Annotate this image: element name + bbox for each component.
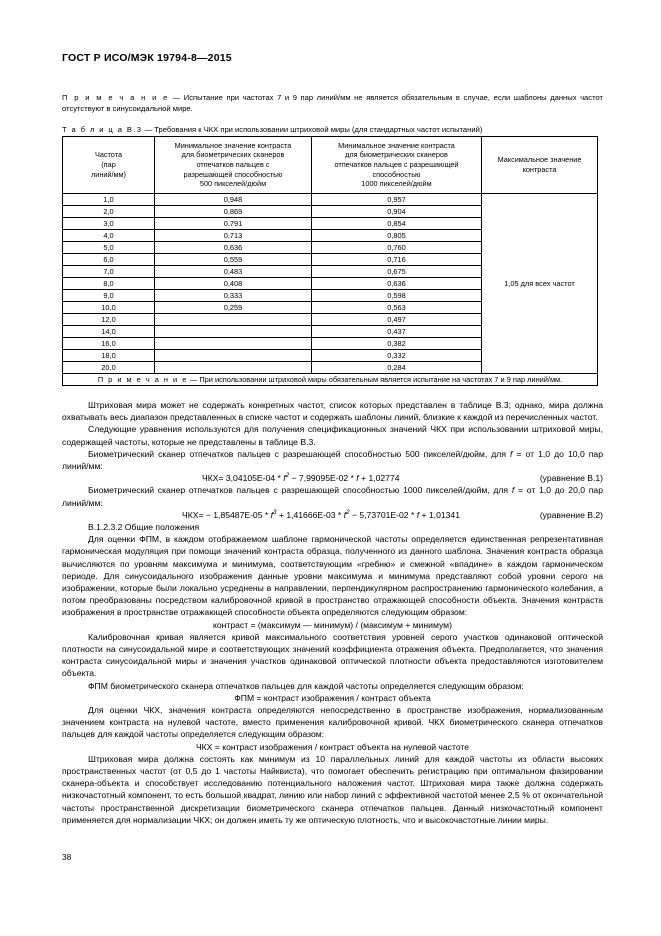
cell-contrast-1000: 0,760	[312, 241, 482, 253]
cell-contrast-500: 0,333	[155, 289, 312, 301]
cell-contrast-500	[155, 361, 312, 373]
cell-contrast-1000: 0,284	[312, 361, 482, 373]
header-line: контраста	[522, 164, 557, 174]
equation-b2-label: (уравнение В.2)	[539, 509, 603, 520]
table-footnote	[63, 373, 598, 385]
col-header-frequency	[63, 136, 155, 193]
header-line: Минимальное значение контраста	[338, 140, 455, 150]
cell-contrast-1000: 0,332	[312, 349, 482, 361]
table-footnote-row	[63, 373, 598, 385]
cell-frequency: 3,0	[63, 217, 155, 229]
table-body	[63, 193, 598, 385]
table-caption-dash: —	[144, 124, 153, 134]
table-caption-label: Т а б л и ц а В.3	[62, 124, 143, 134]
cell-contrast-500	[155, 313, 312, 325]
header-line: 500 пикселей/дюйм	[199, 179, 267, 189]
header-line: 1000 пикселей/дюйм	[361, 179, 432, 189]
cell-contrast-500: 0,713	[155, 229, 312, 241]
page-content	[62, 52, 603, 826]
cell-frequency: 6,0	[63, 253, 155, 265]
header-line: отпечатков пальцев с	[196, 160, 270, 170]
section-heading: В.1.2.3.2 Общие положения	[88, 521, 200, 532]
cell-frequency: 18,0	[63, 349, 155, 361]
formula-mtf: ФПМ = контраст изображения / контраст объекта	[234, 692, 431, 703]
cell-frequency: 4,0	[63, 229, 155, 241]
cell-frequency: 1,0	[63, 193, 155, 205]
header-line: разрешающей способностью	[183, 169, 283, 179]
body-text-block	[62, 399, 603, 826]
table-header	[63, 136, 598, 193]
table-row	[63, 193, 598, 205]
col-header-max-contrast	[482, 136, 598, 193]
paragraph-scanner-500	[62, 448, 603, 472]
cell-contrast-500: 0,948	[155, 193, 312, 205]
cell-contrast-500: 0,259	[155, 301, 312, 313]
table-footnote-text: При использовании штриховой миры обязательным является испытание на частотах 7 и 9 пар линий/мм.	[199, 374, 563, 384]
variable-f: f	[511, 485, 515, 496]
cell-contrast-1000: 0,904	[312, 205, 482, 217]
paragraph-calibration-curve: Калибровочная кривая является кривой максимального соответствия уровней серого участков одинаковой оптической плотности на синусоидальной мире и соответствующих значений коэффициента отражения объекта. Предполагается, что значения контраста синусоидальной миры и значения участков одинаковой оптической плотности объекта предоставляются изготовителем объекта.	[62, 631, 603, 679]
paragraph-striped-target: Штриховая мира может не содержать конкретных частот, список которых представлен в таблице В.3; однако, мира должна охватывать весь диапазон представленных в списке частот и содержать шаблоны линий, близкие к каждой из перечисленных частот.	[62, 399, 603, 423]
cell-contrast-500: 0,636	[155, 241, 312, 253]
paragraph-equations-intro: Следующие уравнения используются для получения спецификационных значений ЧКХ при использовании штриховой миры, содержащей частоты, которые не представлены в таблице В.3.	[62, 424, 603, 447]
cell-contrast-1000: 0,805	[312, 229, 482, 241]
cell-contrast-1000: 0,675	[312, 265, 482, 277]
cell-contrast-1000: 0,716	[312, 253, 482, 265]
paragraph-scanner-1000	[62, 484, 603, 508]
cell-contrast-1000: 0,437	[312, 325, 482, 337]
cell-frequency: 8,0	[63, 277, 155, 289]
cell-frequency: 9,0	[63, 289, 155, 301]
cell-frequency: 10,0	[63, 301, 155, 313]
cell-contrast-1000: 0,636	[312, 277, 482, 289]
cell-contrast-1000: 0,382	[312, 337, 482, 349]
equation-b2-line	[62, 509, 603, 521]
table-caption	[62, 125, 603, 134]
equation-b1-line	[62, 472, 603, 484]
header-line: для биометрических сканеров	[345, 150, 448, 160]
scanner-1000-text-part2: = от 1,0 до 20,0 пар линий/мм:	[62, 485, 603, 508]
paragraph-ctf-evaluation: Для оценки ЧКХ, значения контраста определяются непосредственно в пространстве изображения, нормализованным значением контраста на нулевой частоте, вместо применения калибровочной кривой. ЧКХ биометрического сканера отпечатков пальцев для каждой частоты определяется следующим образом:	[62, 704, 603, 740]
cell-contrast-500	[155, 337, 312, 349]
cell-contrast-500	[155, 349, 312, 361]
cell-contrast-500: 0,791	[155, 217, 312, 229]
cell-contrast-500: 0,408	[155, 277, 312, 289]
formula-contrast: контраст = (максимум — минимум) / (максимум + минимум)	[213, 619, 452, 630]
paragraph-bar-target-requirements: Штриховая мира должна состоять как минимум из 10 параллельных линий для каждой частоты из области высоких пространственных частот (от 0,5 до 1 частоты Найквиста), что помогает обеспечить регистрацию при оптимальном фазировании сканера-объекта и способствует исследованию потенциального наложения частот. Штриховая мира также должна содержать низкочастотный компонент, то есть большой квадрат, линию или набор линий с эффективной частотой менее 2,5 % от окончательной частоты пространственной дискретизации биометрического сканера отпечатков пальцев. Данный низкочастотный компонент применяется для нормализации ЧКХ; он должен иметь ту же оптическую плотность, что и высокочастотные линии миры.	[62, 753, 603, 825]
table-header-row	[63, 136, 598, 193]
top-note-text: Испытание при частотах 7 и 9 пар линий/мм не является обязательным в случае, если шаблоны данных частот отсутствуют в синусоидальной мире.	[62, 93, 603, 114]
paragraph-mtf-evaluation: Для оценки ФПМ, в каждом отображаемом шаблоне гармонической частоты определяется единственная репрезентативная гармоническая модуляция при помощи значений контраста образца, полученного из данного шаблона. Значения контраста образца вычисляются по уровням максимума и минимума, соответствующим «гребню» и смежной «впадине» в каждом гармоническом периоде. Для синусоидального изображения данные уровни максимума и минимума представляют собой уровни серого на изображении, которые были локально усреднены в направлении, перпендикулярном распространению гармонического колебания, а потом преобразованы посредством калибровочной кривой в пространство отражающей способности объекта. Значения контраста изображения в пространстве отражающей способности объекта определяются следующим образом:	[62, 534, 603, 618]
header-line: для биометрических сканеров	[181, 150, 285, 160]
header-line: отпечатков пальцев с разрешающей	[334, 160, 459, 170]
table-caption-text: Требования к ЧКХ при использовании штриховой миры (для стандартных частот испытаний)	[154, 124, 483, 134]
cell-frequency: 14,0	[63, 325, 155, 337]
header-line: способностью	[372, 169, 421, 179]
equation-b1-label: (уравнение В.1)	[539, 473, 603, 484]
header-line: линий/мм)	[90, 169, 126, 179]
cell-contrast-500: 0,869	[155, 205, 312, 217]
cell-max-contrast: 1,05 для всех частот	[482, 193, 598, 373]
cell-frequency: 2,0	[63, 205, 155, 217]
header-line: Максимальное значение	[497, 155, 582, 165]
cell-contrast-1000: 0,598	[312, 289, 482, 301]
paragraph-mtf-definition: ФПМ биометрического сканера отпечатков пальцев для каждой частоты определяется следующим образом:	[88, 680, 524, 691]
cell-frequency: 16,0	[63, 337, 155, 349]
col-header-min-contrast-1000	[312, 136, 482, 193]
col-header-min-contrast-500	[155, 136, 312, 193]
top-note-label: П р и м е ч а н и е	[62, 93, 169, 102]
cell-contrast-1000: 0,563	[312, 301, 482, 313]
document-header: ГОСТ Р ИСО/МЭК 19794-8—2015	[62, 52, 232, 64]
cell-contrast-500: 0,483	[155, 265, 312, 277]
page-number: 38	[62, 852, 72, 862]
cell-frequency: 5,0	[63, 241, 155, 253]
table-footnote-dash: —	[189, 374, 198, 384]
header-line: Минимальное значение контраста	[174, 140, 292, 150]
cell-contrast-1000: 0,957	[312, 193, 482, 205]
equation-b2: $ЧКХ= - 1,85487Е-05 * f^3 + 1,41666Е-03 * f^2 - 5,73701Е-02 * f + 1,01341$	[182, 508, 460, 520]
cell-contrast-1000: 0,854	[312, 217, 482, 229]
scanner-1000-text-part1: Биометрический сканер отпечатков пальцев с разрешающей способностью 1000 пикселей/дюйм, для	[88, 485, 512, 496]
cell-frequency: 7,0	[63, 265, 155, 277]
top-note-dash: —	[172, 93, 181, 102]
formula-ctf: ЧКХ = контраст изображения / контраст объекта на нулевой частоте	[195, 741, 470, 752]
variable-f: f	[510, 448, 513, 459]
cell-contrast-500: 0,559	[155, 253, 312, 265]
cell-contrast-500	[155, 325, 312, 337]
header-line: Частота	[94, 150, 123, 160]
cell-frequency: 20,0	[63, 361, 155, 373]
table-footnote-label: П р и м е ч а н и е	[97, 374, 188, 384]
requirements-table	[62, 136, 598, 386]
top-note	[62, 92, 603, 115]
cell-frequency: 12,0	[63, 313, 155, 325]
header-line: (пар	[101, 160, 116, 170]
cell-contrast-1000: 0,497	[312, 313, 482, 325]
scanner-500-text-part1: Биометрический сканер отпечатков пальцев с разрешающей способностью 500 пикселей/дюйм, для	[88, 448, 511, 459]
equation-b1: $ЧКХ= 3,04105Е-04 * f^2 - 7,99095Е-02 * f + 1,02774$	[202, 472, 400, 484]
scanner-500-text-part2: = от 1,0 до 10,0 пар линий/мм:	[62, 448, 603, 471]
